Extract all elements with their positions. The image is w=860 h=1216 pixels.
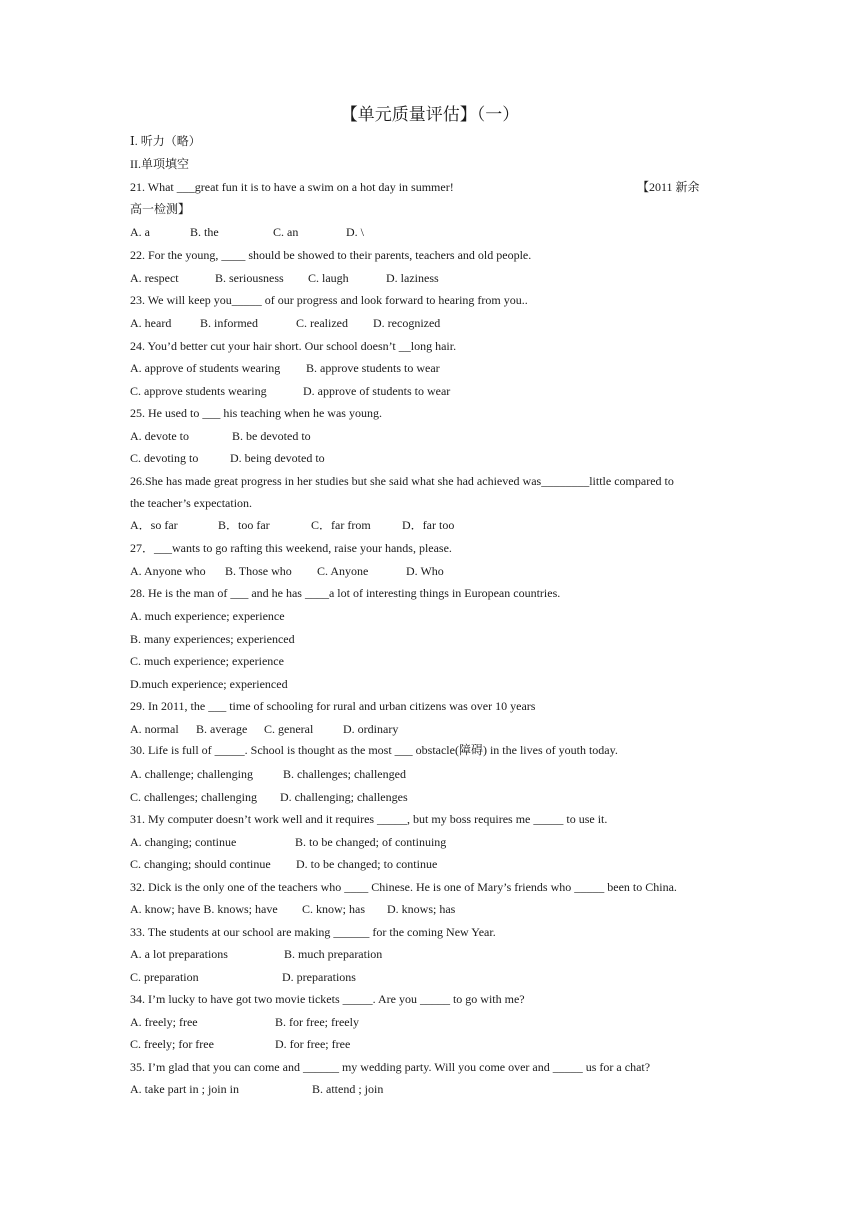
question-22-option-b: B. seriousness (215, 271, 284, 285)
question-34-stem: 34. I’m lucky to have got two movie tickets _____. Are you _____ to go with me? (130, 992, 525, 1006)
question-28-option-d: D.much experience; experienced (130, 677, 288, 691)
question-24-stem: 24. You’d better cut your hair short. Our school doesn’t __long hair. (130, 339, 457, 353)
question-30-option-d: D. challenging; challenges (280, 790, 408, 804)
question-25-option-a: A. devote to (130, 429, 189, 443)
question-34-option-d: D. for free; free (275, 1037, 351, 1051)
question-31-option-b: B. to be changed; of continuing (295, 835, 447, 849)
question-24-option-a: A. approve of students wearing (130, 361, 281, 375)
question-33-option-d: D. preparations (282, 970, 356, 984)
question-26-option-a: A．so far (130, 518, 178, 532)
question-25-option-c: C. devoting to (130, 451, 199, 465)
question-25-option-d: D. being devoted to (230, 451, 325, 465)
question-34-option-c: C. freely; for free (130, 1037, 214, 1051)
question-22-option-d: D. laziness (386, 271, 439, 285)
question-25-option-b: B. be devoted to (232, 429, 311, 443)
question-23-stem: 23. We will keep you_____ of our progress and look forward to hearing from you.. (130, 293, 528, 307)
question-26-option-b: B．too far (218, 518, 270, 532)
question-28-option-b: B. many experiences; experienced (130, 632, 295, 646)
question-31-option-d: D. to be changed; to continue (296, 857, 438, 871)
question-34-option-b: B. for free; freely (275, 1015, 359, 1029)
question-28-option-c: C. much experience; experience (130, 654, 284, 668)
question-26-option-d: D．far too (402, 518, 455, 532)
question-30-option-c: C. challenges; challenging (130, 790, 257, 804)
question-29-option-c: C. general (264, 722, 314, 736)
question-34-option-a: A. freely; free (130, 1015, 198, 1029)
question-25-stem: 25. He used to ___ his teaching when he was young. (130, 406, 382, 420)
question-23-option-c: C. realized (296, 316, 348, 330)
section-listening: Ⅰ. 听力（略） (130, 134, 201, 148)
question-29-option-a: A. normal (130, 722, 179, 736)
question-31-option-c: C. changing; should continue (130, 857, 271, 871)
question-29-option-d: D. ordinary (343, 722, 399, 736)
question-33-stem: 33. The students at our school are making ______ for the coming New Year. (130, 925, 496, 939)
question-22-stem: 22. For the young, ____ should be showed to their parents, teachers and old people. (130, 248, 532, 262)
question-35-option-b: B. attend ; join (312, 1082, 384, 1096)
question-30-option-a: A. challenge; challenging (130, 767, 253, 781)
question-30-option-b: B. challenges; challenged (283, 767, 406, 781)
page-title: 【单元质量评估】（一） (340, 105, 520, 124)
question-28-option-a: A. much experience; experience (130, 609, 285, 623)
question-29-option-b: B. average (196, 722, 248, 736)
question-27-option-b: B. Those who (225, 564, 292, 578)
question-26-stem-cont: the teacher’s expectation. (130, 496, 253, 510)
question-21-option-d: D. \ (346, 225, 364, 239)
question-32-option-c: C. know; has (302, 902, 365, 916)
question-21-option-b: B. the (190, 225, 219, 239)
question-23-option-b: B. informed (200, 316, 258, 330)
question-35-stem: 35. I’m glad that you can come and ______ my wedding party. Will you come over and _____ us for a chat? (130, 1060, 651, 1074)
question-21-stem: 21. What ___great fun it is to have a swim on a hot day in summer! (130, 180, 454, 194)
question-30-stem: 30. Life is full of _____. School is thought as the most ___ obstacle(障碍) in the lives of youth today. (130, 743, 618, 757)
question-27-option-d: D. Who (406, 564, 444, 578)
question-28-stem: 28. He is the man of ___ and he has ____a lot of interesting things in European countries. (130, 586, 561, 600)
question-23-option-a: A. heard (130, 316, 172, 330)
question-33-option-a: A. a lot preparations (130, 947, 228, 961)
question-27-option-a: A. Anyone who (130, 564, 206, 578)
question-32-option-a-b: A. know; have B. knows; have (130, 902, 278, 916)
question-21-option-a: A. a (130, 225, 150, 239)
question-22-option-a: A. respect (130, 271, 179, 285)
question-24-option-c: C. approve students wearing (130, 384, 267, 398)
question-21-option-c: C. an (273, 225, 299, 239)
question-27-stem: 27．___wants to go rafting this weekend, raise your hands, please. (130, 541, 452, 555)
question-23-option-d: D. recognized (373, 316, 441, 330)
section-single-choice: II.单项填空 (130, 157, 189, 171)
question-26-stem: 26.She has made great progress in her studies but she said what she had achieved was________little compared to (130, 474, 674, 488)
question-31-option-a: A. changing; continue (130, 835, 237, 849)
question-33-option-b: B. much preparation (284, 947, 383, 961)
question-26-option-c: C．far from (311, 518, 371, 532)
question-21-source-tag-cont: 高一检测】 (130, 202, 191, 216)
question-24-option-b: B. approve students to wear (306, 361, 440, 375)
question-35-option-a: A. take part in ; join in (130, 1082, 239, 1096)
question-32-option-d: D. knows; has (387, 902, 456, 916)
question-21-source-tag: 【2011 新余 (637, 180, 700, 194)
question-24-option-d: D. approve of students to wear (303, 384, 451, 398)
question-32-stem: 32. Dick is the only one of the teachers who ____ Chinese. He is one of Mary’s friends who _____ been to China. (130, 880, 677, 894)
question-33-option-c: C. preparation (130, 970, 199, 984)
question-22-option-c: C. laugh (308, 271, 349, 285)
question-31-stem: 31. My computer doesn’t work well and it requires _____, but my boss requires me _____ to use it. (130, 812, 608, 826)
question-29-stem: 29. In 2011, the ___ time of schooling for rural and urban citizens was over 10 years (130, 699, 536, 713)
question-27-option-c: C. Anyone (317, 564, 369, 578)
